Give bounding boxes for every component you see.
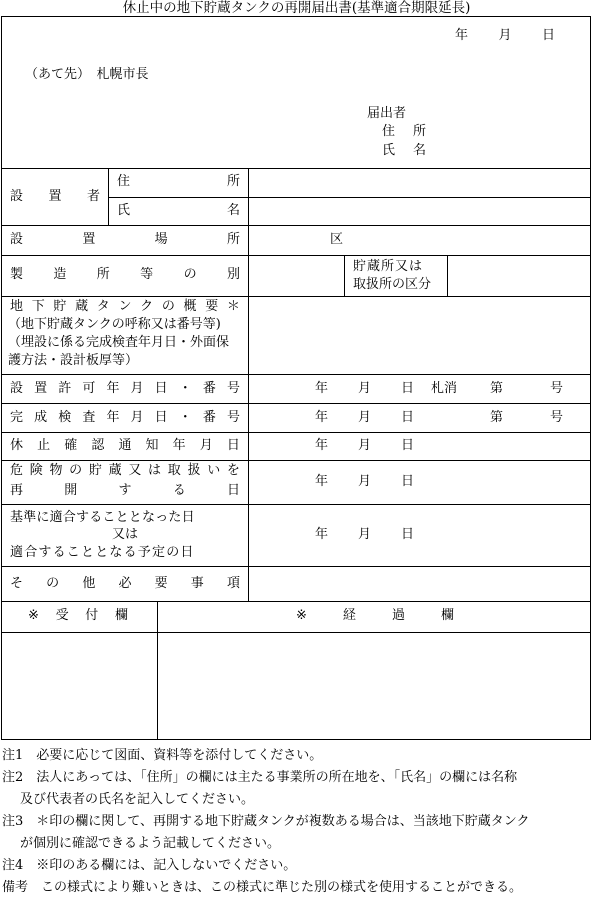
- label-glyph: 住: [382, 124, 396, 139]
- label-glyph: 項: [226, 576, 240, 591]
- label-glyph: ・: [178, 381, 192, 396]
- label-glyph: ン: [118, 299, 132, 314]
- label-glyph: 設: [10, 381, 24, 396]
- resume-label-line2: [10, 483, 240, 499]
- label-glyph: 要: [154, 576, 168, 591]
- inspection-number-prefix: 第: [490, 410, 504, 425]
- installer-name-label: [117, 203, 240, 219]
- column-divider: [344, 255, 345, 296]
- label-glyph: 開: [64, 483, 78, 498]
- label-glyph: い: [207, 463, 221, 478]
- inspection-year: 年: [315, 410, 329, 425]
- label-glyph: を: [226, 463, 240, 478]
- label-glyph: そ: [10, 576, 24, 591]
- permit-number-suffix: 号: [550, 381, 564, 396]
- label-glyph: 月: [199, 438, 213, 453]
- label-glyph: 通: [118, 438, 132, 453]
- label-glyph: 止: [37, 438, 51, 453]
- label-glyph: 認: [91, 438, 105, 453]
- tank-overview-sub3: 護方法・設計板厚等）: [8, 353, 139, 368]
- label-glyph: の: [183, 267, 197, 282]
- label-glyph: 置: [82, 232, 96, 247]
- label-glyph: の: [69, 463, 83, 478]
- label-glyph: す: [118, 483, 132, 498]
- label-glyph: 所: [96, 267, 110, 282]
- permit-day: 日: [401, 381, 415, 396]
- label-glyph: ・: [178, 410, 192, 425]
- label-glyph: 経: [342, 608, 356, 623]
- resume-year: 年: [315, 474, 329, 489]
- label-glyph: 置: [34, 381, 48, 396]
- label-glyph: 又: [128, 463, 142, 478]
- label-glyph: 設: [10, 232, 24, 247]
- label-glyph: 年: [106, 410, 120, 425]
- label-glyph: 概: [183, 299, 197, 314]
- label-glyph: 日: [154, 381, 168, 396]
- label-glyph: 日: [226, 438, 240, 453]
- inspection-day: 日: [401, 410, 415, 425]
- compliance-label-line1: 基準に適合することとなった日: [10, 510, 195, 525]
- label-glyph: 名: [412, 143, 426, 158]
- label-glyph: 貯: [88, 463, 102, 478]
- label-glyph: は: [148, 463, 162, 478]
- remarks: 備考 この様式により難いときは、この様式に準じた別の様式を使用することができる。: [2, 880, 523, 895]
- permit-prefix: 札消: [431, 381, 458, 396]
- compliance-day: 日: [401, 527, 415, 542]
- suspension-label: [10, 438, 240, 454]
- label-glyph: ＊: [226, 299, 240, 314]
- label-glyph: 物: [49, 463, 63, 478]
- row-divider: [1, 168, 591, 169]
- notifier-name-label: [382, 143, 426, 159]
- permit-month: 月: [358, 381, 372, 396]
- label-glyph: 過: [391, 608, 405, 623]
- label-glyph: 月: [498, 28, 512, 43]
- label-glyph: 住: [117, 174, 131, 189]
- label-glyph: る: [172, 483, 186, 498]
- suspension-day: 日: [401, 438, 415, 453]
- other-matters-label: [10, 576, 240, 592]
- label-glyph: 検: [58, 410, 72, 425]
- label-glyph: 付: [85, 608, 99, 623]
- label-glyph: の: [46, 576, 60, 591]
- label-glyph: 査: [82, 410, 96, 425]
- column-divider: [108, 168, 109, 225]
- compliance-month: 月: [358, 527, 372, 542]
- label-glyph: 蔵: [108, 463, 122, 478]
- row-divider: [1, 255, 591, 256]
- location-label: [10, 232, 240, 248]
- label-glyph: 月: [130, 381, 144, 396]
- label-glyph: 所: [412, 124, 426, 139]
- suspension-month: 月: [358, 438, 372, 453]
- notifier-address-label: [382, 124, 426, 140]
- label-glyph: 受: [55, 608, 69, 623]
- inspection-month: 月: [358, 410, 372, 425]
- label-glyph: 取: [167, 463, 181, 478]
- label-glyph: 地: [10, 299, 24, 314]
- row-divider: [1, 601, 591, 602]
- label-glyph: 場: [154, 232, 168, 247]
- installer-label: [10, 189, 100, 205]
- note-3-continued: が個別に確認できるよう記載してください。: [20, 836, 281, 851]
- compliance-label-line2: 又は: [112, 527, 139, 542]
- label-glyph: ※: [296, 608, 307, 623]
- label-glyph: 造: [53, 267, 67, 282]
- label-glyph: 年: [106, 381, 120, 396]
- resume-month: 月: [358, 474, 372, 489]
- label-glyph: 設: [10, 189, 24, 204]
- permit-number-prefix: 第: [490, 381, 504, 396]
- label-glyph: 号: [226, 410, 240, 425]
- label-glyph: 必: [118, 576, 132, 591]
- row-divider: [1, 374, 591, 375]
- label-glyph: 欄: [114, 608, 128, 623]
- inspection-label: [10, 410, 240, 426]
- label-glyph: 年: [172, 438, 186, 453]
- label-glyph: 名: [226, 203, 240, 218]
- label-glyph: 番: [202, 381, 216, 396]
- label-glyph: タ: [96, 299, 110, 314]
- label-glyph: 事: [190, 576, 204, 591]
- document-title: 休止中の地下貯蔵タンクの再開届出書(基準適合期限延長): [122, 0, 471, 16]
- label-glyph: 休: [10, 438, 24, 453]
- label-glyph: 号: [226, 381, 240, 396]
- progress-label: [296, 608, 454, 624]
- label-glyph: 日: [154, 410, 168, 425]
- row-divider: [1, 504, 591, 505]
- label-glyph: 日: [541, 28, 555, 43]
- label-glyph: 再: [10, 483, 24, 498]
- row-divider: [1, 225, 591, 226]
- row-divider: [1, 296, 591, 297]
- row-divider: [1, 432, 591, 433]
- installer-address-label: [117, 174, 240, 190]
- tank-overview-sub1: （地下貯蔵タンクの呼称又は番号等): [8, 317, 221, 332]
- tank-overview-sub2: （埋設に係る完成検査年月日・外面保: [8, 335, 230, 350]
- label-glyph: 日: [226, 483, 240, 498]
- label-glyph: 知: [145, 438, 159, 453]
- label-glyph: 可: [82, 381, 96, 396]
- label-glyph: 下: [31, 299, 45, 314]
- note-2: 注2 法人にあっては、「住所」の欄には主たる事業所の所在地を、「氏名」の欄には名称: [2, 770, 518, 785]
- label-glyph: 要: [205, 299, 219, 314]
- label-glyph: ク: [140, 299, 154, 314]
- date-line: [455, 28, 555, 44]
- column-divider: [248, 168, 249, 601]
- label-glyph: 許: [58, 381, 72, 396]
- label-glyph: 置: [48, 189, 62, 204]
- ward-label: 区: [330, 232, 344, 247]
- label-glyph: の: [161, 299, 175, 314]
- compliance-label-line3: 適合することとなる予定の日: [10, 545, 195, 560]
- label-glyph: ※: [28, 608, 39, 623]
- label-glyph: 氏: [117, 203, 131, 218]
- inspection-number-suffix: 号: [550, 410, 564, 425]
- notifier-label: 届出者: [367, 106, 407, 121]
- label-glyph: 月: [130, 410, 144, 425]
- note-2-continued: 及び代表者の氏名を記入してください。: [20, 792, 255, 807]
- note-4: 注4 ※印のある欄には、記入しないでください。: [2, 858, 297, 873]
- suspension-year: 年: [315, 438, 329, 453]
- label-glyph: 所: [226, 232, 240, 247]
- label-glyph: 蔵: [75, 299, 89, 314]
- facility-type-label: [10, 267, 240, 283]
- label-glyph: 完: [10, 410, 24, 425]
- reception-label: [28, 608, 128, 624]
- label-glyph: 確: [64, 438, 78, 453]
- addressee: （あて先） 札幌市長: [25, 67, 149, 82]
- resume-day: 日: [401, 474, 415, 489]
- label-glyph: 氏: [382, 143, 396, 158]
- row-divider: [108, 197, 591, 198]
- label-glyph: 年: [455, 28, 469, 43]
- row-divider: [1, 460, 591, 461]
- resume-label-line1: [10, 463, 240, 479]
- label-glyph: 貯: [53, 299, 67, 314]
- compliance-year: 年: [315, 527, 329, 542]
- column-divider: [447, 255, 448, 296]
- label-glyph: 欄: [440, 608, 454, 623]
- label-glyph: 別: [226, 267, 240, 282]
- storage-class-label: 貯蔵所又は 取扱所の区分: [353, 259, 432, 292]
- label-glyph: 危: [10, 463, 24, 478]
- note-1: 注1 必要に応じて図面、資料等を添付してください。: [2, 748, 323, 763]
- label-glyph: 番: [202, 410, 216, 425]
- label-glyph: 者: [86, 189, 100, 204]
- label-glyph: 険: [29, 463, 43, 478]
- label-glyph: 所: [226, 174, 240, 189]
- permit-label: [10, 381, 240, 397]
- label-glyph: 成: [34, 410, 48, 425]
- label-glyph: 等: [140, 267, 154, 282]
- permit-year: 年: [315, 381, 329, 396]
- column-divider: [157, 601, 158, 740]
- row-divider: [1, 566, 591, 567]
- label-glyph: 他: [82, 576, 96, 591]
- note-3: 注3 ＊印の欄に関して、再開する地下貯蔵タンクが複数ある場合は、当該地下貯蔵タンク: [2, 814, 530, 829]
- tank-overview-label: [10, 299, 240, 315]
- row-divider: [1, 403, 591, 404]
- label-glyph: 製: [10, 267, 24, 282]
- label-glyph: 扱: [187, 463, 201, 478]
- row-divider: [1, 632, 591, 633]
